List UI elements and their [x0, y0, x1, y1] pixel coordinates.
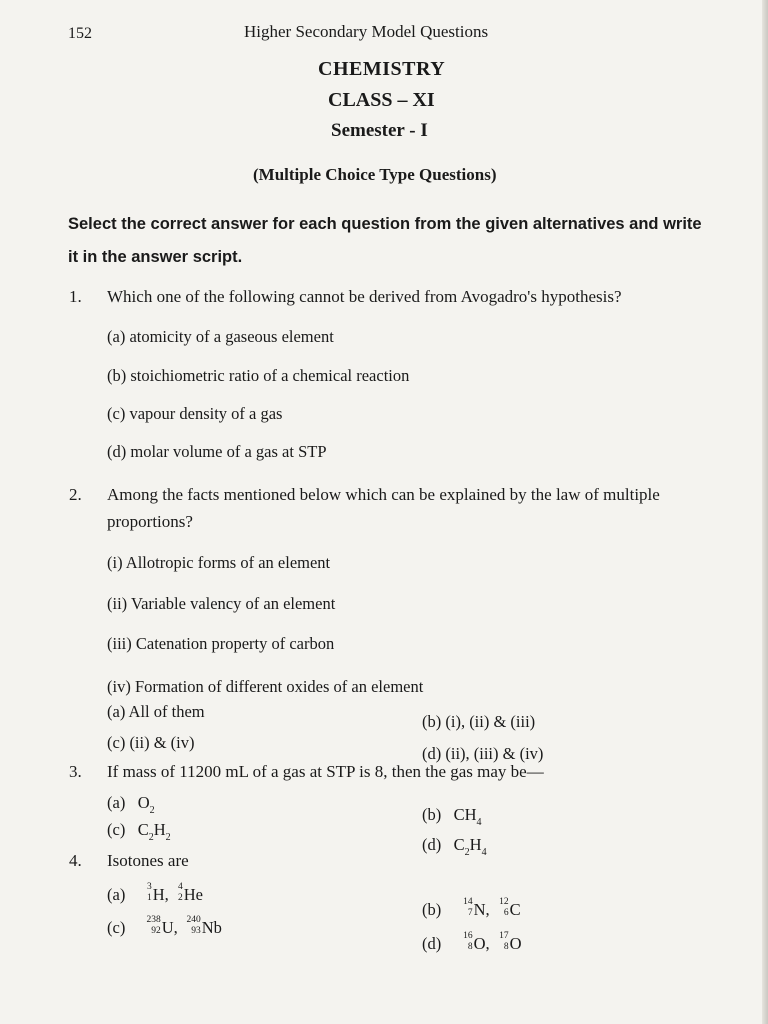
- semester-title: Semester - I: [331, 120, 428, 141]
- q3-option-b-label: (b): [422, 805, 442, 824]
- instruction-line-2: it in the answer script.: [68, 248, 243, 266]
- q1-text: Which one of the following cannot be derived from Avogadro's hypothesis?: [107, 287, 622, 306]
- q2-statement-iv: (iv) Formation of different oxides of an element: [107, 677, 424, 696]
- atomic-number: 93: [191, 926, 201, 936]
- atomic-number: 8: [503, 942, 509, 952]
- q4-text: Isotones are: [107, 851, 189, 870]
- instruction-line-1: Select the correct answer for each question from the given alternatives and write: [68, 215, 702, 233]
- atomic-number: 92: [151, 926, 161, 936]
- q1-option-b: (b) stoichiometric ratio of a chemical reaction: [107, 366, 410, 385]
- q4-b-element-2: C: [509, 900, 521, 919]
- mass-number: 17: [499, 931, 509, 941]
- page-edge-shadow: [762, 0, 768, 1024]
- q3-d-subscript-2: 4: [481, 847, 487, 858]
- q4-option-d: [422, 931, 522, 954]
- q3-option-c: [107, 820, 171, 843]
- q3-d-element-2: H: [469, 835, 482, 854]
- q4-d-nuclide-2-indices: [490, 931, 510, 952]
- mass-number: 238: [146, 915, 161, 925]
- q3-b-subscript: 4: [476, 817, 482, 828]
- atomic-number: 6: [503, 908, 509, 918]
- q3-option-c-label: (c): [107, 820, 126, 839]
- mass-number: 4: [178, 882, 183, 892]
- q4-d-nuclide-1-indices: [454, 931, 474, 952]
- page-number: 152: [68, 25, 92, 42]
- subject-title: CHEMISTRY: [318, 58, 446, 80]
- q4-option-c: [107, 915, 222, 938]
- mass-number: 3: [146, 882, 152, 892]
- q4-option-b-label: (b): [422, 900, 442, 919]
- q4-number: 4.: [69, 851, 82, 870]
- running-title: Higher Secondary Model Questions: [244, 22, 489, 41]
- q2-option-c: (c) (ii) & (iv): [107, 733, 195, 752]
- q4-c-element-2: Nb: [201, 918, 222, 937]
- mass-number: 14: [463, 897, 473, 907]
- q1-option-c: (c) vapour density of a gas: [107, 404, 283, 423]
- q3-c-subscript-1: 2: [148, 832, 154, 843]
- q1-option-d: (d) molar volume of a gas at STP: [107, 442, 327, 461]
- q3-option-a: [107, 793, 155, 816]
- separator: ,: [164, 885, 169, 904]
- atomic-number: 7: [467, 908, 473, 918]
- q3-d-element-1: C: [453, 835, 465, 854]
- q3-c-element-2: H: [153, 820, 166, 839]
- q3-option-d-label: (d): [422, 835, 442, 854]
- q3-option-b: [422, 805, 482, 828]
- q4-a-element-1: H: [152, 885, 165, 904]
- q4-option-c-label: (c): [107, 918, 126, 937]
- q3-a-element: O: [137, 793, 150, 812]
- separator: ,: [485, 934, 490, 953]
- q4-d-element-1: O: [473, 934, 486, 953]
- atomic-number: 1: [146, 893, 152, 903]
- q4-a-nuclide-1-indices: [138, 882, 153, 903]
- q3-c-element-1: C: [137, 820, 149, 839]
- q2-option-d: (d) (ii), (iii) & (iv): [422, 744, 544, 763]
- q3-number: 3.: [69, 762, 82, 781]
- section-type-title: (Multiple Choice Type Questions): [253, 165, 497, 184]
- q2-statement-i: (i) Allotropic forms of an element: [107, 553, 331, 572]
- mass-number: 12: [499, 897, 509, 907]
- q1-number: 1.: [69, 287, 82, 306]
- q2-text-line-1: Among the facts mentioned below which can be explained by the law of multiple: [107, 485, 660, 504]
- q4-option-a-label: (a): [107, 885, 126, 904]
- mass-number: 240: [186, 915, 201, 925]
- q4-option-a: [107, 882, 203, 905]
- q3-d-subscript-1: 2: [464, 847, 470, 858]
- q2-option-a: (a) All of them: [107, 702, 205, 721]
- q4-a-nuclide-2-indices: [169, 882, 184, 903]
- q3-c-subscript-2: 2: [165, 832, 171, 843]
- q4-option-d-label: (d): [422, 934, 442, 953]
- q3-b-formula: CH: [453, 805, 477, 824]
- q4-c-nuclide-2-indices: [178, 915, 202, 936]
- atomic-number: 8: [467, 942, 473, 952]
- q4-b-nuclide-1-indices: [454, 897, 474, 918]
- separator: ,: [173, 918, 178, 937]
- q4-c-nuclide-1-indices: [138, 915, 162, 936]
- q4-c-element-1: U: [161, 918, 174, 937]
- class-title: CLASS – XI: [328, 89, 435, 111]
- mass-number: 16: [463, 931, 473, 941]
- q3-option-d: [422, 835, 487, 858]
- q4-option-b: [422, 897, 521, 920]
- q4-b-element-1: N: [473, 900, 486, 919]
- q1-option-a: (a) atomicity of a gaseous element: [107, 327, 334, 346]
- q4-d-element-2: O: [509, 934, 522, 953]
- q4-a-element-2: He: [183, 885, 203, 904]
- q2-statement-ii: (ii) Variable valency of an element: [107, 594, 336, 613]
- q2-statement-iii: (iii) Catenation property of carbon: [107, 634, 335, 653]
- q2-option-b: (b) (i), (ii) & (iii): [422, 712, 536, 731]
- atomic-number: 2: [178, 893, 183, 903]
- q3-a-subscript: 2: [149, 805, 155, 816]
- q4-b-nuclide-2-indices: [490, 897, 510, 918]
- q3-text: If mass of 11200 mL of a gas at STP is 8, then the gas may be—: [107, 762, 544, 781]
- q2-number: 2.: [69, 485, 82, 504]
- q2-text-line-2: proportions?: [107, 512, 193, 531]
- separator: ,: [485, 900, 490, 919]
- q3-option-a-label: (a): [107, 793, 126, 812]
